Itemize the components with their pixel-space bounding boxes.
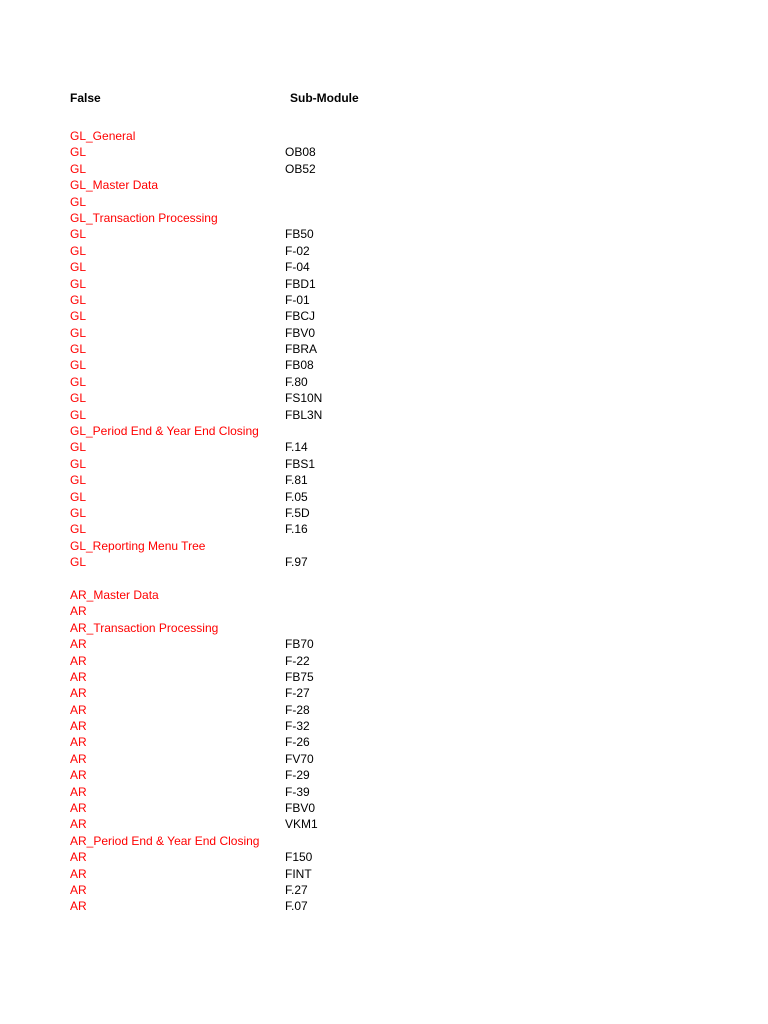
transaction-code-cell: F-29 [285,768,310,783]
module-cell: GL_Reporting Menu Tree [70,538,206,553]
table-row [70,702,470,718]
module-cell: GL [70,505,87,520]
table-row [70,357,470,373]
table-row [70,833,470,849]
transaction-code-cell: FV70 [285,751,314,766]
header-false: False [70,91,101,105]
module-cell: AR_Transaction Processing [70,620,219,635]
table-row [70,407,470,423]
module-cell: GL [70,342,87,357]
module-cell: GL [70,260,87,275]
table-row [70,866,470,882]
table-row [70,571,470,587]
table-row [70,603,470,619]
module-cell: GL [70,194,87,209]
table-row [70,489,470,505]
transaction-code-cell: FB70 [285,637,314,652]
module-cell: GL [70,473,87,488]
table-row [70,636,470,652]
module-cell: GL [70,309,87,324]
table-row [70,194,470,210]
table-row [70,521,470,537]
table-row [70,259,470,275]
module-cell: GL [70,407,87,422]
transaction-code-cell: FB08 [285,358,314,373]
header-sub-module: Sub-Module [290,91,359,105]
transaction-code-cell: F150 [285,850,313,865]
header-row [70,90,430,108]
module-cell: GL [70,522,87,537]
module-cell: GL_Period End & Year End Closing [70,424,259,439]
transaction-code-cell: FBRA [285,342,318,357]
module-cell: AR [70,817,87,832]
table-row [70,784,470,800]
transaction-code-cell: F-26 [285,735,310,750]
module-cell: GL [70,243,87,258]
table-row [70,669,470,685]
table-row [70,128,470,144]
module-cell: GL [70,555,87,570]
table-row [70,423,470,439]
transaction-code-cell: FINT [285,866,312,881]
module-cell: GL [70,276,87,291]
transaction-code-cell: F.07 [285,899,308,914]
module-cell: GL_Transaction Processing [70,210,218,225]
module-cell: GL_General [70,129,136,143]
module-cell: GL [70,456,87,471]
table-row [70,849,470,865]
transaction-code-cell: FBV0 [285,801,316,816]
module-cell: GL [70,489,87,504]
transaction-code-cell: F-02 [285,243,310,258]
module-cell: AR [70,686,87,701]
module-cell: AR [70,850,87,865]
transaction-code-cell: F-28 [285,702,310,717]
table-row [70,144,470,160]
transaction-code-cell: OB52 [285,161,316,176]
module-cell: AR [70,735,87,750]
module-cell: GL [70,161,87,176]
module-cell: AR [70,866,87,881]
table-row [70,341,470,357]
module-cell: AR_Period End & Year End Closing [70,833,260,848]
table-row [70,538,470,554]
table-row [70,456,470,472]
module-cell: GL_Master Data [70,178,159,193]
table-row [70,751,470,767]
table-row [70,587,470,603]
table-row [70,374,470,390]
module-cell: AR [70,669,87,684]
module-cell: GL [70,145,87,160]
table-row [70,226,470,242]
module-cell: AR [70,653,87,668]
transaction-code-cell: FS10N [285,391,323,406]
table-row [70,882,470,898]
table-row [70,734,470,750]
transaction-code-cell: FBL3N [285,407,323,422]
transaction-code-cell: F.97 [285,555,308,570]
transaction-code-cell: F-27 [285,686,310,701]
transaction-code-cell: F-01 [285,292,310,307]
module-cell: AR [70,882,87,897]
module-cell: GL [70,391,87,406]
transaction-code-cell: F.80 [285,374,308,389]
transaction-code-cell: FB75 [285,669,314,684]
table-row [70,554,470,570]
module-cell: AR [70,801,87,816]
table-row [70,390,470,406]
table-row [70,161,470,177]
module-cell: AR [70,702,87,717]
transaction-code-cell: F-32 [285,719,310,734]
module-cell: AR [70,719,87,734]
transaction-code-cell: F.27 [285,882,308,897]
table-body [70,128,470,915]
table-row [70,276,470,292]
module-cell: AR [70,768,87,783]
table-row [70,210,470,226]
module-cell: GL [70,358,87,373]
table-row [70,325,470,341]
table-row [70,898,470,914]
module-cell: AR [70,899,87,914]
table-row [70,308,470,324]
transaction-code-cell: F.81 [285,473,308,488]
module-cell: GL [70,325,87,340]
transaction-code-cell: F.5D [285,505,310,520]
module-cell: GL [70,292,87,307]
table-row [70,292,470,308]
transaction-code-cell: F-22 [285,653,310,668]
transaction-code-cell: F.14 [285,440,308,455]
transaction-code-cell: F.16 [285,522,308,537]
transaction-code-cell: FBS1 [285,456,316,471]
transaction-code-cell: VKM1 [285,817,318,832]
table-row [70,800,470,816]
module-cell: AR [70,784,87,799]
module-cell: AR_Master Data [70,587,159,602]
transaction-code-cell: F-39 [285,784,310,799]
table-row [70,439,470,455]
table-row [70,816,470,832]
table-row [70,685,470,701]
transaction-code-cell: FB50 [285,227,314,242]
table-row [70,243,470,259]
module-cell: AR [70,604,87,619]
module-cell: GL [70,227,87,242]
table-row [70,653,470,669]
table-row [70,767,470,783]
table-row [70,505,470,521]
table-row [70,620,470,636]
transaction-code-cell: F.05 [285,489,308,504]
module-cell: AR [70,751,87,766]
table-row [70,472,470,488]
module-cell: GL [70,374,87,389]
transaction-code-cell: FBD1 [285,276,316,291]
transaction-code-cell: FBCJ [285,309,315,324]
transaction-code-cell: OB08 [285,145,316,160]
transaction-code-cell: FBV0 [285,325,316,340]
transaction-code-cell: F-04 [285,260,310,275]
module-cell: AR [70,637,87,652]
table-row [70,177,470,193]
table-row [70,718,470,734]
module-cell: GL [70,440,87,455]
